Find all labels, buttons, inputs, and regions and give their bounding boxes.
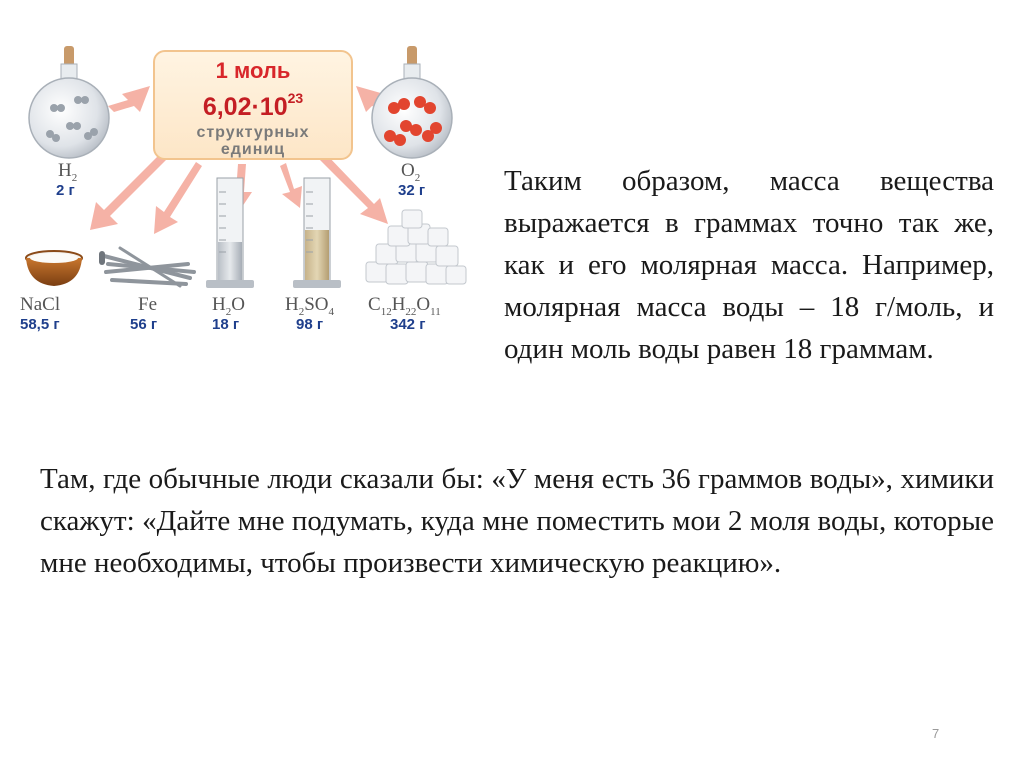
mole-definition-box <box>153 50 353 160</box>
nacl-bowl-icon <box>26 251 82 286</box>
arrow-to-h2so4 <box>280 163 302 208</box>
formula-h2: $H_2$ <box>58 160 78 184</box>
arrow-to-h2 <box>108 86 150 112</box>
h2-flask-icon <box>29 46 109 158</box>
mass-nacl: 58,5 г <box>20 316 60 333</box>
formula-h2so4: $H_2SO_4$ <box>285 294 335 318</box>
avogadro-base: 6,02·10 <box>202 93 288 121</box>
mass-fe: 56 г <box>130 316 158 333</box>
page-number: 7 <box>932 726 940 741</box>
formula-fe: Fe <box>138 294 157 315</box>
structural-line-1: структурных <box>196 124 310 141</box>
avogadro-number <box>155 90 351 122</box>
mass-o2: 32 г <box>398 182 426 199</box>
formula-o2: $O_2$ <box>401 160 421 184</box>
mole-title: 1 моль <box>215 58 291 83</box>
formula-sucrose: $C_{12}H_{22}O_{11}$ <box>368 294 441 318</box>
structural-line-2: единиц <box>220 141 286 158</box>
mass-h2o: 18 г <box>212 316 240 333</box>
fe-nails-icon <box>102 248 194 286</box>
formula-h2o: $H_2O$ <box>212 294 245 318</box>
o2-flask-icon <box>372 46 452 158</box>
mass-h2so4: 98 г <box>296 316 324 333</box>
avogadro-exponent: 23 <box>287 90 304 106</box>
arrow-to-fe <box>154 162 202 234</box>
paragraph-mass-explanation: Таким образом, масса вещества выражается в граммах точно так же, как и его молярная масса. Например, молярная масса воды – 18 г/моль, и один моль воды равен 18 граммам. <box>504 165 994 365</box>
mass-sucrose: 342 г <box>390 316 426 333</box>
mass-h2: 2 г <box>56 182 75 199</box>
arrow-to-nacl <box>90 154 166 230</box>
paragraph-chemists-quote: Там, где обычные люди сказали бы: «У меня есть 36 граммов воды», химики скажут: «Дайте мне подумать, куда мне поместить мои 2 моля воды, которые мне необходимы, чтобы произвести химическую реакцию». <box>40 463 994 579</box>
formula-nacl: NaCl <box>20 294 61 315</box>
mole-illustration <box>10 42 480 338</box>
